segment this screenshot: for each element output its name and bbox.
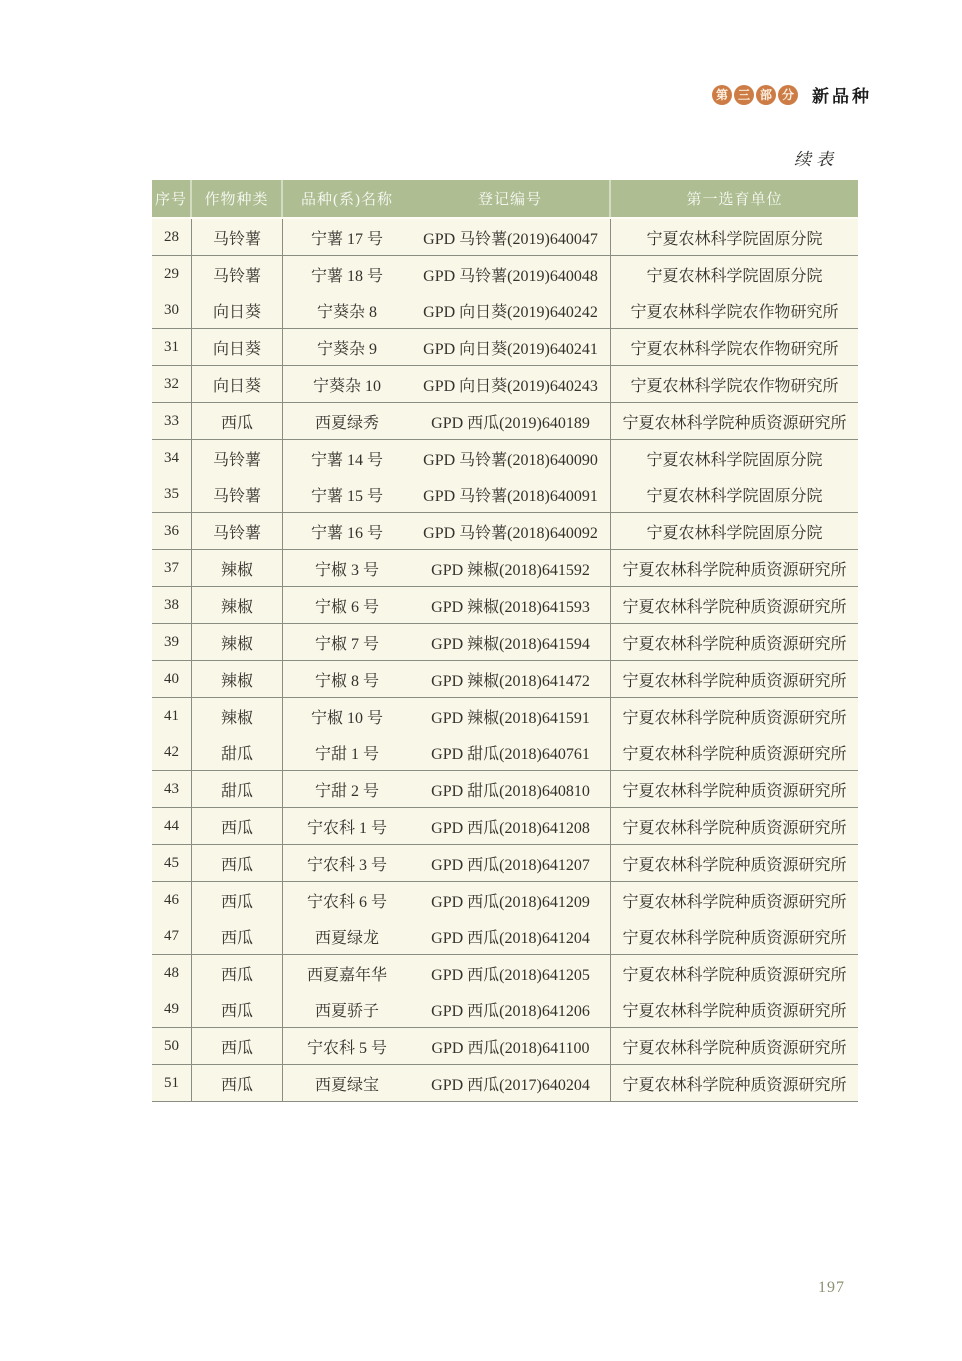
crop-type-cell: 马铃薯 [192,256,283,292]
table-row [152,661,858,698]
seq-cell: 46 [152,882,192,918]
part-badge-char: 第 [712,85,732,105]
variety-registration-table [152,180,858,1102]
header-variety-name: 品种(系)名称 [301,192,393,208]
table-row [152,440,858,476]
table-row [152,624,858,661]
table-row [152,476,858,513]
crop-type-cell: 马铃薯 [192,440,283,476]
header-crop-type: 作物种类 [192,180,283,217]
crop-type-cell: 辣椒 [192,698,283,734]
breeding-unit-cell: 宁夏农林科学院固原分院 [646,451,823,469]
seq-cell: 32 [152,366,192,402]
section-title: 新品种 [812,87,872,106]
registration-number-cell: GPD 向日葵(2019)640243 [411,366,611,402]
crop-type-cell: 西瓜 [192,845,283,881]
crop-type-cell: 马铃薯 [192,476,283,512]
breeding-unit-cell: 宁夏农林科学院种质资源研究所 [622,745,847,763]
seq-cell: 31 [152,329,192,365]
breeding-unit-cell: 宁夏农林科学院种质资源研究所 [622,672,847,690]
variety-name-cell: 宁薯 17 号 [310,230,383,248]
crop-type-cell: 马铃薯 [192,513,283,549]
breeding-unit-cell: 宁夏农林科学院固原分院 [646,230,823,248]
variety-name-cell: 宁薯 14 号 [310,451,383,469]
breeding-unit-cell: 宁夏农林科学院种质资源研究所 [622,709,847,727]
table-row [152,219,858,256]
table-row [152,955,858,991]
table-row [152,698,858,734]
seq-cell: 47 [152,918,192,954]
continued-table-label: 续表 [794,150,838,169]
seq-cell: 36 [152,513,192,549]
table-row [152,845,858,882]
seq-cell: 40 [152,661,192,697]
header-seq: 序号 [152,180,192,217]
crop-type-cell: 甜瓜 [192,771,283,807]
seq-cell: 44 [152,808,192,844]
table-row [152,918,858,955]
variety-name-cell: 西夏嘉年华 [306,966,387,984]
variety-name-cell: 宁椒 10 号 [310,709,383,727]
registration-number-cell: GPD 马铃薯(2018)640090 [411,440,611,476]
table-row [152,256,858,292]
variety-name-cell: 宁椒 7 号 [314,635,379,653]
registration-number-cell: GPD 西瓜(2019)640189 [411,403,611,439]
crop-type-cell: 向日葵 [192,292,283,328]
variety-name-cell: 宁薯 15 号 [310,487,383,505]
table-row [152,991,858,1028]
seq-cell: 29 [152,256,192,292]
breeding-unit-cell: 宁夏农林科学院种质资源研究所 [622,893,847,911]
crop-type-cell: 辣椒 [192,661,283,697]
variety-name-cell: 西夏绿秀 [314,414,379,432]
variety-name-cell: 宁薯 18 号 [310,267,383,285]
seq-cell: 35 [152,476,192,512]
crop-type-cell: 西瓜 [192,1028,283,1064]
variety-name-cell: 宁葵杂 8 [316,303,377,321]
table-body [152,219,858,1102]
breeding-unit-cell: 宁夏农林科学院种质资源研究所 [622,966,847,984]
breeding-unit-cell: 宁夏农林科学院农作物研究所 [630,303,839,321]
seq-cell: 49 [152,991,192,1027]
seq-cell: 42 [152,734,192,770]
variety-name-cell: 西夏骄子 [314,1002,379,1020]
table-header-row [152,180,858,219]
crop-type-cell: 西瓜 [192,403,283,439]
variety-name-cell: 宁椒 6 号 [314,598,379,616]
page-number: 197 [818,1279,845,1296]
registration-number-cell: GPD 西瓜(2018)641206 [411,991,611,1027]
table-row [152,550,858,587]
registration-number-cell: GPD 马铃薯(2019)640048 [411,256,611,292]
registration-number-cell: GPD 西瓜(2017)640204 [411,1065,611,1101]
table-row [152,808,858,845]
registration-number-cell: GPD 辣椒(2018)641593 [411,587,611,623]
registration-number-cell: GPD 向日葵(2019)640242 [411,292,611,328]
seq-cell: 30 [152,292,192,328]
seq-cell: 37 [152,550,192,586]
table-row [152,329,858,366]
crop-type-cell: 西瓜 [192,918,283,954]
crop-type-cell: 辣椒 [192,587,283,623]
table-row [152,366,858,403]
breeding-unit-cell: 宁夏农林科学院农作物研究所 [630,377,839,395]
registration-number-cell: GPD 马铃薯(2018)640091 [411,476,611,512]
seq-cell: 33 [152,403,192,439]
table-row [152,1028,858,1065]
crop-type-cell: 向日葵 [192,329,283,365]
breeding-unit-cell: 宁夏农林科学院种质资源研究所 [622,635,847,653]
variety-name-cell: 宁椒 8 号 [314,672,379,690]
crop-type-cell: 辣椒 [192,624,283,660]
breeding-unit-cell: 宁夏农林科学院种质资源研究所 [622,1002,847,1020]
registration-number-cell: GPD 西瓜(2018)641205 [411,955,611,991]
variety-name-cell: 宁甜 2 号 [314,782,379,800]
variety-name-cell: 宁农科 6 号 [306,893,387,911]
variety-name-cell: 宁甜 1 号 [314,745,379,763]
header-registration-number: 登记编号 [411,180,611,217]
crop-type-cell: 西瓜 [192,808,283,844]
crop-type-cell: 西瓜 [192,1065,283,1101]
registration-number-cell: GPD 甜瓜(2018)640810 [411,771,611,807]
table-row [152,403,858,440]
running-head [712,82,872,107]
registration-number-cell: GPD 辣椒(2018)641592 [411,550,611,586]
breeding-unit-cell: 宁夏农林科学院种质资源研究所 [622,1039,847,1057]
registration-number-cell: GPD 向日葵(2019)640241 [411,329,611,365]
registration-number-cell: GPD 西瓜(2018)641209 [411,882,611,918]
breeding-unit-cell: 宁夏农林科学院固原分院 [646,487,823,505]
registration-number-cell: GPD 西瓜(2018)641204 [411,918,611,954]
table-row [152,734,858,771]
seq-cell: 41 [152,698,192,734]
breeding-unit-cell: 宁夏农林科学院种质资源研究所 [622,782,847,800]
crop-type-cell: 辣椒 [192,550,283,586]
breeding-unit-cell: 宁夏农林科学院种质资源研究所 [622,561,847,579]
variety-name-cell: 宁农科 3 号 [306,856,387,874]
seq-cell: 45 [152,845,192,881]
breeding-unit-cell: 宁夏农林科学院固原分院 [646,524,823,542]
table-row [152,513,858,550]
header-breeding-unit: 第一选育单位 [686,192,783,208]
breeding-unit-cell: 宁夏农林科学院种质资源研究所 [622,819,847,837]
variety-name-cell: 西夏绿龙 [314,929,379,947]
registration-number-cell: GPD 辣椒(2018)641591 [411,698,611,734]
breeding-unit-cell: 宁夏农林科学院种质资源研究所 [622,1076,847,1094]
table-row [152,292,858,329]
variety-name-cell: 宁葵杂 10 [312,377,381,395]
registration-number-cell: GPD 辣椒(2018)641472 [411,661,611,697]
table-row [152,771,858,808]
variety-name-cell: 宁薯 16 号 [310,524,383,542]
variety-name-cell: 宁葵杂 9 [316,340,377,358]
crop-type-cell: 西瓜 [192,955,283,991]
breeding-unit-cell: 宁夏农林科学院种质资源研究所 [622,929,847,947]
registration-number-cell: GPD 马铃薯(2018)640092 [411,513,611,549]
seq-cell: 51 [152,1065,192,1101]
breeding-unit-cell: 宁夏农林科学院种质资源研究所 [622,598,847,616]
breeding-unit-cell: 宁夏农林科学院种质资源研究所 [622,856,847,874]
seq-cell: 43 [152,771,192,807]
crop-type-cell: 西瓜 [192,991,283,1027]
part-badge-char: 分 [778,85,798,105]
registration-number-cell: GPD 西瓜(2018)641100 [411,1028,611,1064]
registration-number-cell: GPD 辣椒(2018)641594 [411,624,611,660]
breeding-unit-cell: 宁夏农林科学院种质资源研究所 [622,414,847,432]
breeding-unit-cell: 宁夏农林科学院农作物研究所 [630,340,839,358]
seq-cell: 34 [152,440,192,476]
variety-name-cell: 宁椒 3 号 [314,561,379,579]
registration-number-cell: GPD 西瓜(2018)641207 [411,845,611,881]
registration-number-cell: GPD 西瓜(2018)641208 [411,808,611,844]
seq-cell: 38 [152,587,192,623]
registration-number-cell: GPD 马铃薯(2019)640047 [411,219,611,255]
part-badge [712,85,798,105]
part-badge-char: 三 [734,85,754,105]
registration-number-cell: GPD 甜瓜(2018)640761 [411,734,611,770]
seq-cell: 28 [152,219,192,255]
variety-name-cell: 西夏绿宝 [314,1076,379,1094]
seq-cell: 50 [152,1028,192,1064]
table-row [152,1065,858,1102]
variety-name-cell: 宁农科 5 号 [306,1039,387,1057]
breeding-unit-cell: 宁夏农林科学院固原分院 [646,267,823,285]
crop-type-cell: 西瓜 [192,882,283,918]
part-badge-char: 部 [756,85,776,105]
table-row [152,587,858,624]
seq-cell: 39 [152,624,192,660]
seq-cell: 48 [152,955,192,991]
table-row [152,882,858,918]
crop-type-cell: 甜瓜 [192,734,283,770]
crop-type-cell: 马铃薯 [192,219,283,255]
crop-type-cell: 向日葵 [192,366,283,402]
variety-name-cell: 宁农科 1 号 [306,819,387,837]
